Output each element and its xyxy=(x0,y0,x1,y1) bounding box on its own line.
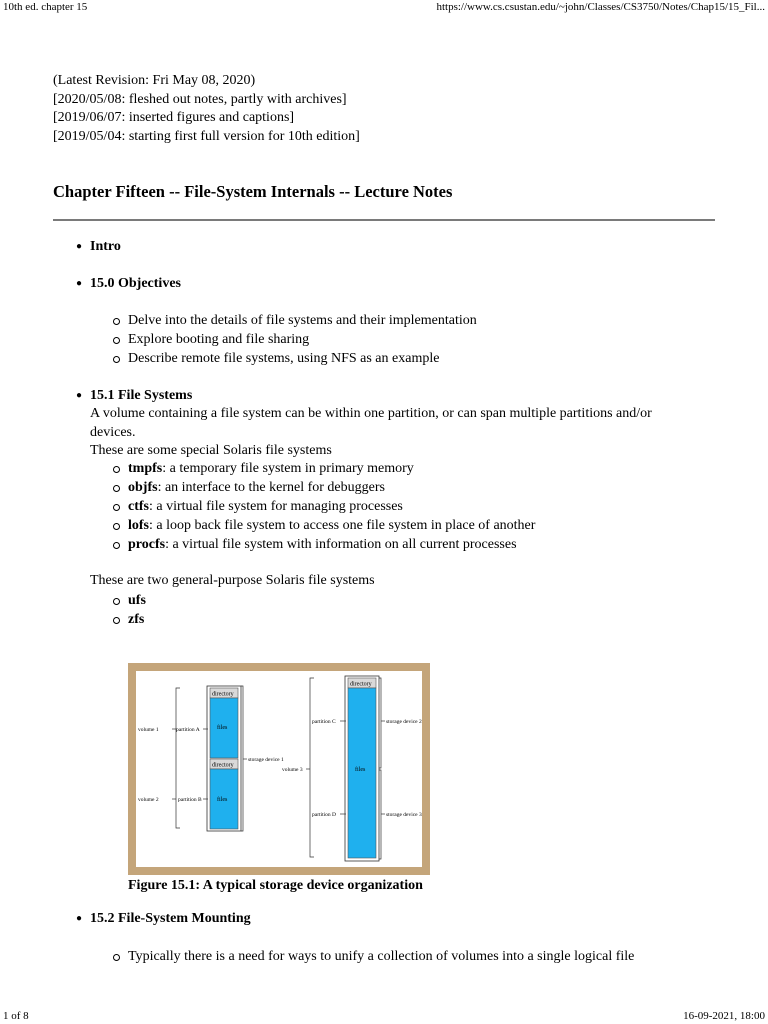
partition-label: partition B xyxy=(178,797,202,803)
print-datetime: 16-09-2021, 18:00 xyxy=(683,1010,765,1022)
files-block xyxy=(348,688,376,858)
storage-device-label: storage device 1 xyxy=(248,757,284,763)
volume-label: volume 2 xyxy=(138,797,159,803)
section-heading: 15.1 File Systems xyxy=(90,388,193,403)
chapter-title: Chapter Fifteen -- File-System Internals -- Lecture Notes xyxy=(53,182,453,201)
bullet-circle-icon xyxy=(113,485,120,492)
bullet-circle-icon xyxy=(113,466,120,473)
term: tmpfs xyxy=(128,461,163,476)
storage-device-label: storage device 2 xyxy=(386,719,422,725)
files-label: files xyxy=(217,797,228,803)
term: ufs xyxy=(128,593,146,608)
figure-canvas xyxy=(136,671,422,867)
bullet-disc-icon: ● xyxy=(76,241,83,252)
bullet-circle-icon xyxy=(113,356,120,363)
section-heading: 15.0 Objectives xyxy=(90,276,181,291)
term: ctfs xyxy=(128,499,149,514)
term-desc: : a virtual file system with information on all current processes xyxy=(165,537,517,552)
term-desc: : a temporary file system in primary memory xyxy=(162,461,414,476)
partition-label: partition C xyxy=(312,719,336,725)
bullet-circle-icon xyxy=(113,337,120,344)
revision-notes xyxy=(53,72,360,146)
list-item-text: Explore booting and file sharing xyxy=(128,332,310,347)
term-desc: : an interface to the kernel for debuggers xyxy=(157,480,385,495)
page-number: 1 of 8 xyxy=(3,1010,29,1022)
list-item-text: Describe remote file systems, using NFS as an example xyxy=(128,351,440,366)
term: lofs xyxy=(128,518,149,533)
term-desc: : a virtual file system for managing processes xyxy=(149,499,403,514)
files-label: files xyxy=(355,767,366,773)
paragraph-line: devices. xyxy=(90,424,136,440)
volume-bracket xyxy=(310,678,314,857)
figure-storage-organization xyxy=(128,663,430,875)
paragraph-line: These are some special Solaris file systems xyxy=(90,443,332,458)
revision-line: [2019/06/07: inserted figures and captions] xyxy=(53,110,295,125)
list-item-text: Typically there is a need for ways to unify a collection of volumes into a single logical file xyxy=(128,949,635,964)
horizontal-rule xyxy=(53,219,715,221)
volume-label: volume 3 xyxy=(282,767,303,773)
paragraph-line: A volume containing a file system can be within one partition, or can span multiple partitions and/or xyxy=(90,406,652,421)
section-heading: Intro xyxy=(90,239,121,254)
volume-bracket xyxy=(176,688,180,828)
page-header-title: 10th ed. chapter 15 xyxy=(3,1,88,13)
bullet-circle-icon xyxy=(113,617,120,624)
section-heading: 15.2 File-System Mounting xyxy=(90,911,251,926)
figure-caption: Figure 15.1: A typical storage device organization xyxy=(128,878,423,893)
directory-label: directory xyxy=(350,681,372,688)
term: objfs xyxy=(128,480,158,495)
bullet-circle-icon xyxy=(113,318,120,325)
revision-line: [2019/05/04: starting first full version for 10th edition] xyxy=(53,128,360,144)
bullet-circle-icon xyxy=(113,954,120,961)
term: zfs xyxy=(128,612,145,627)
storage-diagram xyxy=(136,671,422,867)
bullet-circle-icon xyxy=(113,542,120,549)
directory-label: directory xyxy=(212,762,234,769)
paragraph-line: These are two general-purpose Solaris file systems xyxy=(90,573,375,588)
partition-label: partition D xyxy=(312,812,336,818)
paragraph xyxy=(90,405,730,461)
term: procfs xyxy=(128,537,166,552)
volume-label: volume 1 xyxy=(138,727,159,733)
bullet-circle-icon xyxy=(113,504,120,511)
revision-line: [2020/05/08: fleshed out notes, partly with archives] xyxy=(53,91,347,107)
partition-label: partition A xyxy=(176,727,200,733)
list-item-text: Delve into the details of file systems and their implementation xyxy=(128,313,477,328)
bullet-disc-icon: ● xyxy=(76,390,83,401)
bullet-disc-icon: ● xyxy=(76,913,83,924)
revision-line: (Latest Revision: Fri May 08, 2020) xyxy=(53,73,256,88)
files-label: files xyxy=(217,725,228,731)
bullet-disc-icon: ● xyxy=(76,278,83,289)
directory-label: directory xyxy=(212,691,234,698)
page-header-url[interactable]: https://www.cs.csustan.edu/~john/Classes/CS3750/Notes/Chap15/15_Fil... xyxy=(436,1,765,13)
term-desc: : a loop back file system to access one file system in place of another xyxy=(149,518,536,533)
bullet-circle-icon xyxy=(113,523,120,530)
storage-device-label: storage device 3 xyxy=(386,812,422,818)
bullet-circle-icon xyxy=(113,598,120,605)
